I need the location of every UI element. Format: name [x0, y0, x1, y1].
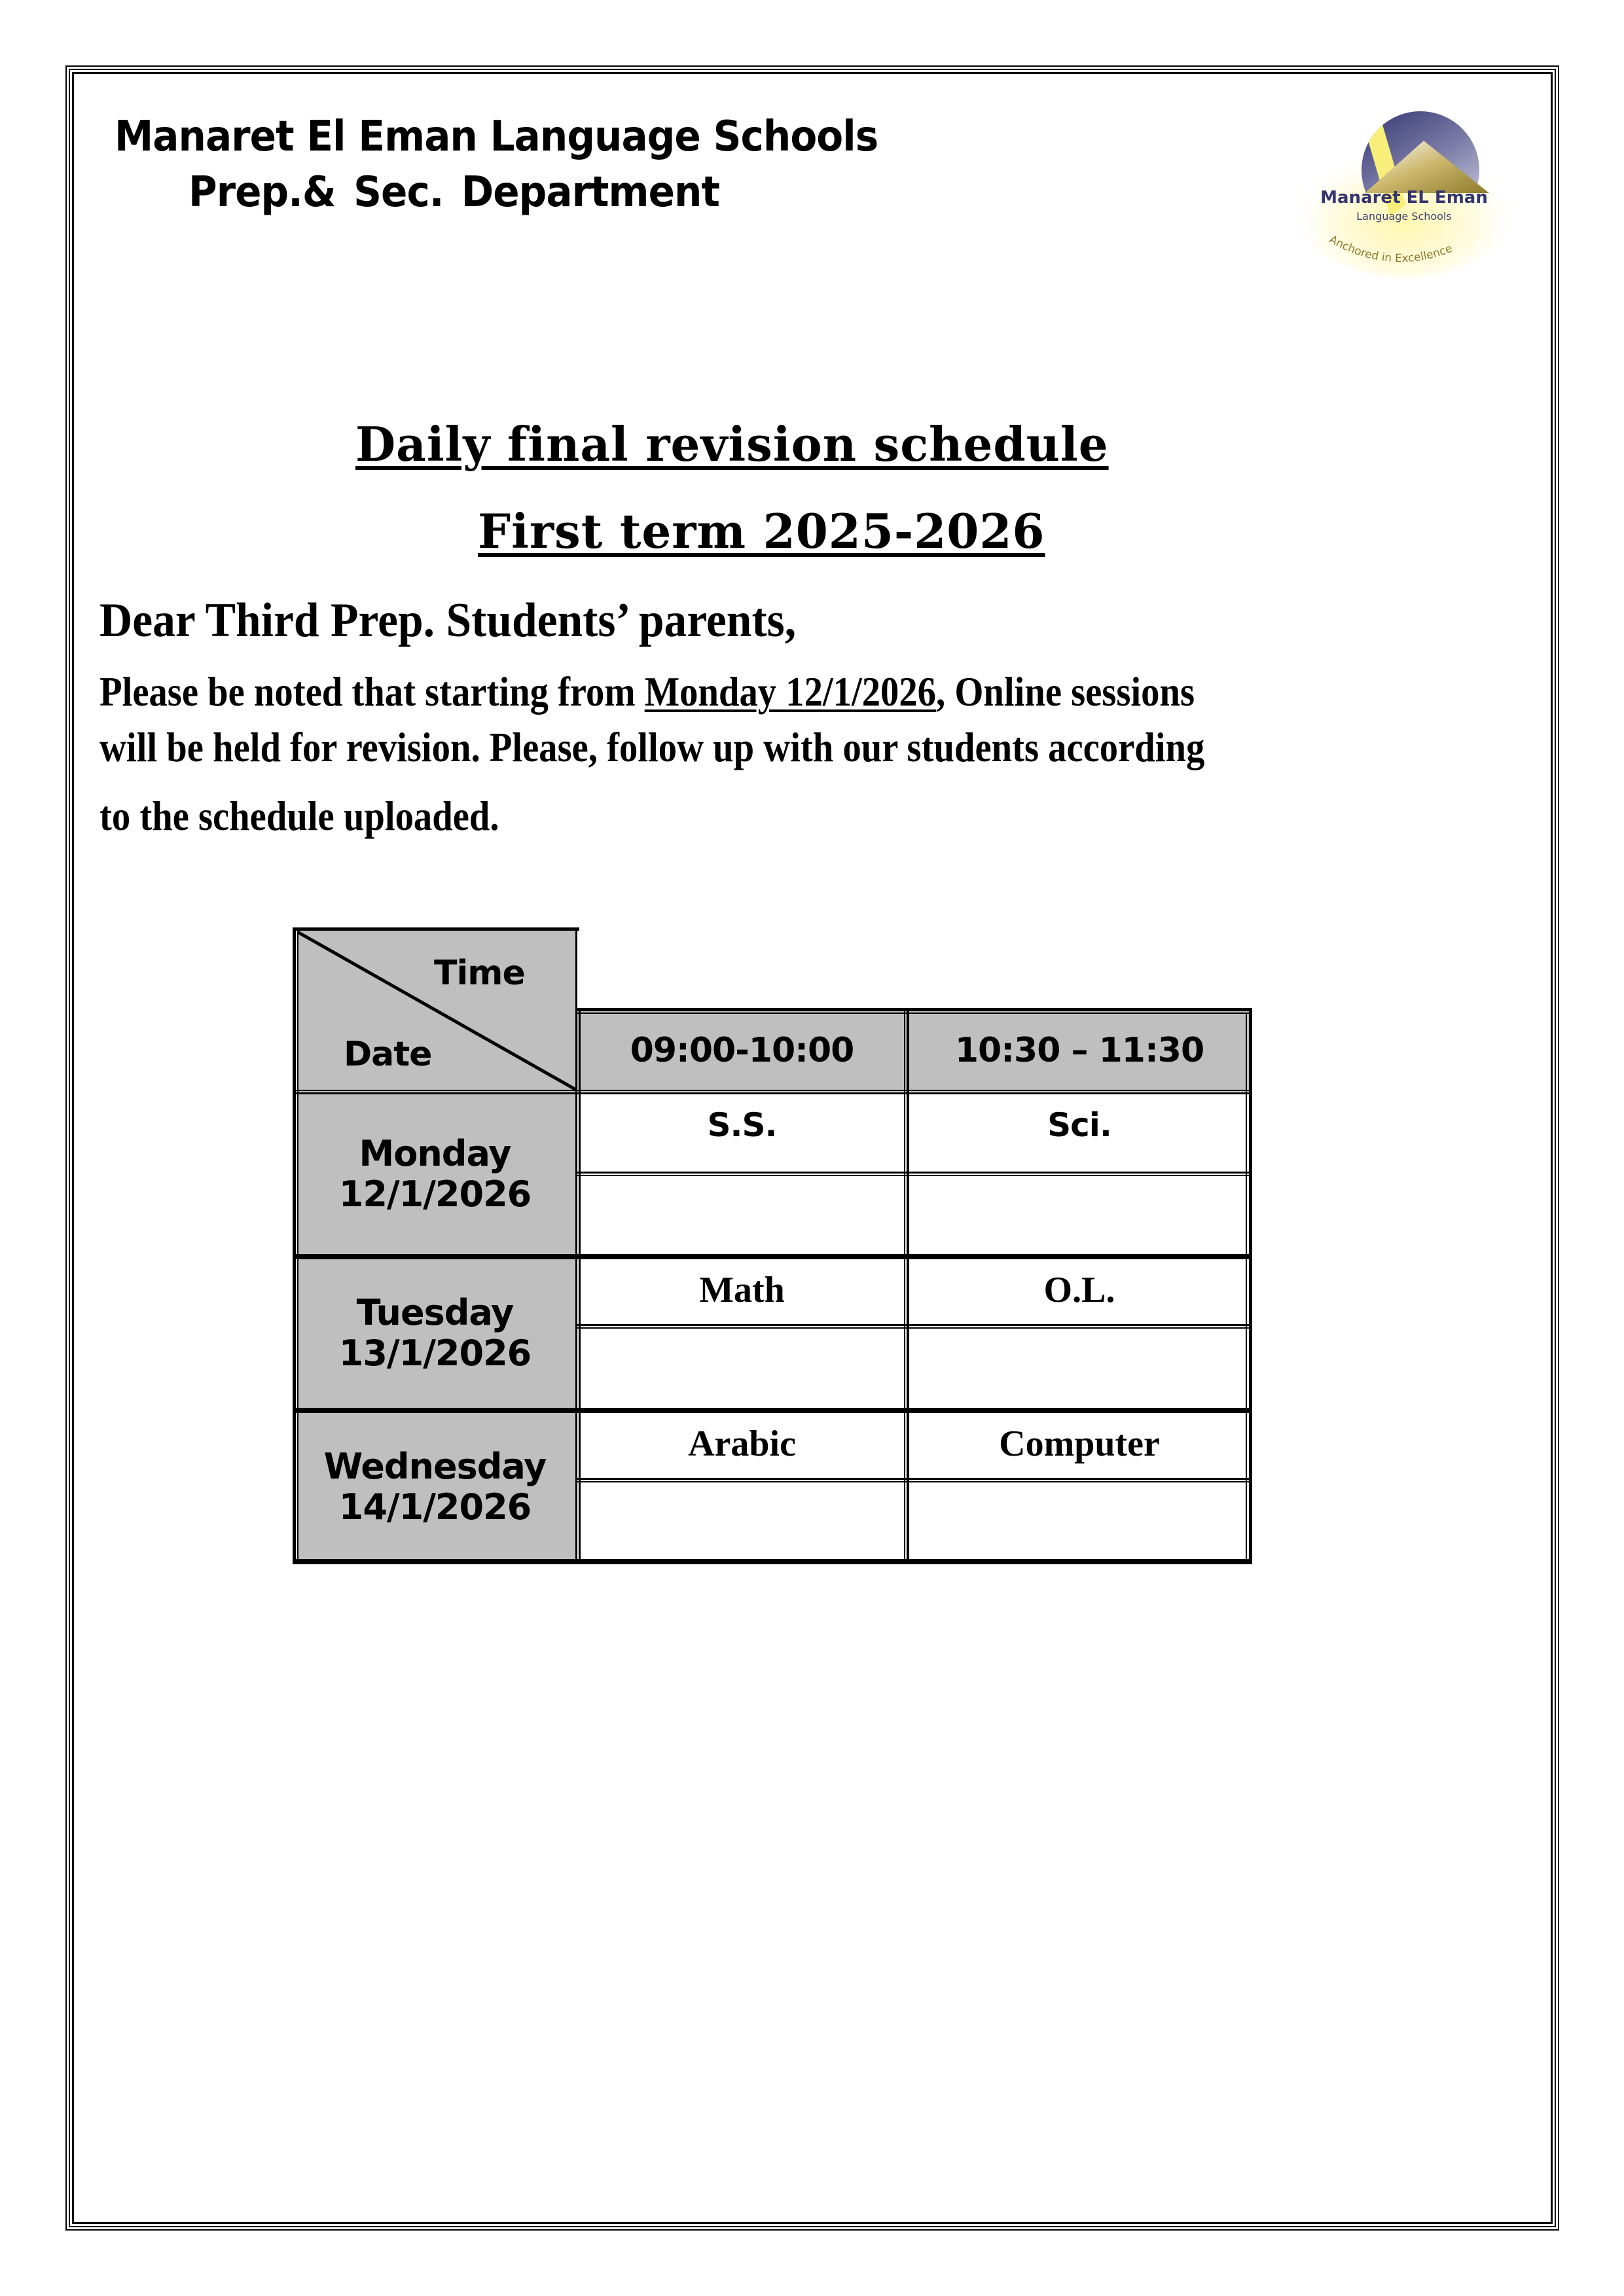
- start-date: Monday 12/1/2026: [644, 668, 936, 715]
- school-logo: [1293, 105, 1515, 281]
- logo-name: Manaret EL Eman: [1320, 188, 1488, 207]
- table-divider: [577, 1327, 1252, 1329]
- corner-time-label: Time: [434, 954, 525, 993]
- day-date: 12/1/2026: [338, 1173, 532, 1215]
- table-border: [293, 927, 579, 931]
- empty-cell: [577, 1174, 907, 1256]
- table-divider: [577, 1172, 1252, 1174]
- table-divider: [577, 1324, 1252, 1326]
- document-title: Daily final revision schedule: [355, 416, 1109, 472]
- day-date: 13/1/2026: [338, 1332, 532, 1374]
- subject-cell: Computer: [999, 1424, 1160, 1464]
- table-border: [293, 1559, 1252, 1564]
- letter-text: , Online sessions: [935, 668, 1195, 715]
- document-subtitle: First term 2025-2026: [478, 503, 1045, 559]
- day-separator: [293, 1408, 1252, 1413]
- day-name: Wednesday: [323, 1446, 547, 1487]
- logo-motto: Anchored in Excellence: [1327, 232, 1454, 266]
- subject-cell: Arabic: [688, 1424, 796, 1464]
- letter-line-1: [99, 668, 1195, 716]
- time-slot-header: 09:00-10:00: [577, 1009, 907, 1092]
- table-divider: [575, 927, 577, 1564]
- subject-cell: O.L.: [1043, 1270, 1115, 1310]
- letter-text: Please be noted that starting from: [99, 668, 645, 715]
- empty-cell: [907, 1174, 1252, 1256]
- day-name: Monday: [359, 1132, 511, 1174]
- school-name: Manaret El Eman Language Schools: [115, 113, 878, 161]
- day-date: 14/1/2026: [338, 1486, 532, 1528]
- table-divider: [577, 1478, 1252, 1480]
- letter-line-3: to the schedule uploaded.: [99, 793, 499, 839]
- department-name: Prep.& Sec. Department: [189, 168, 720, 217]
- day-name: Tuesday: [356, 1291, 514, 1333]
- day-cell: [293, 1092, 577, 1256]
- empty-cell: [577, 1326, 907, 1410]
- letter-line-2: will be held for revision. Please, follow up with our students according: [99, 724, 1205, 770]
- table-divider: [293, 1092, 1252, 1094]
- corner-date-label: Date: [344, 1035, 432, 1074]
- corner-diagonal: [293, 927, 577, 1092]
- day-cell: [293, 1256, 577, 1410]
- subject-cell: Sci.: [1047, 1106, 1111, 1144]
- table-border: [575, 1013, 1250, 1014]
- logo-subtitle: Language Schools: [1356, 210, 1452, 223]
- schedule-table: [293, 927, 1252, 1564]
- table-divider: [577, 1481, 1252, 1482]
- subject-cell: Math: [699, 1270, 785, 1310]
- empty-cell: [907, 1480, 1252, 1564]
- table-border: [297, 932, 298, 1561]
- time-slot-header: 10:30 – 11:30: [907, 1009, 1252, 1092]
- table-divider: [293, 1090, 1252, 1091]
- empty-cell: [907, 1326, 1252, 1410]
- subject-cell: S.S.: [707, 1106, 777, 1144]
- day-cell: [293, 1410, 577, 1564]
- day-separator: [293, 1254, 1252, 1259]
- empty-cell: [577, 1480, 907, 1564]
- table-divider: [577, 1175, 1252, 1176]
- greeting: Dear Third Prep. Students’ parents,: [99, 594, 797, 647]
- table-border: [575, 1008, 1252, 1011]
